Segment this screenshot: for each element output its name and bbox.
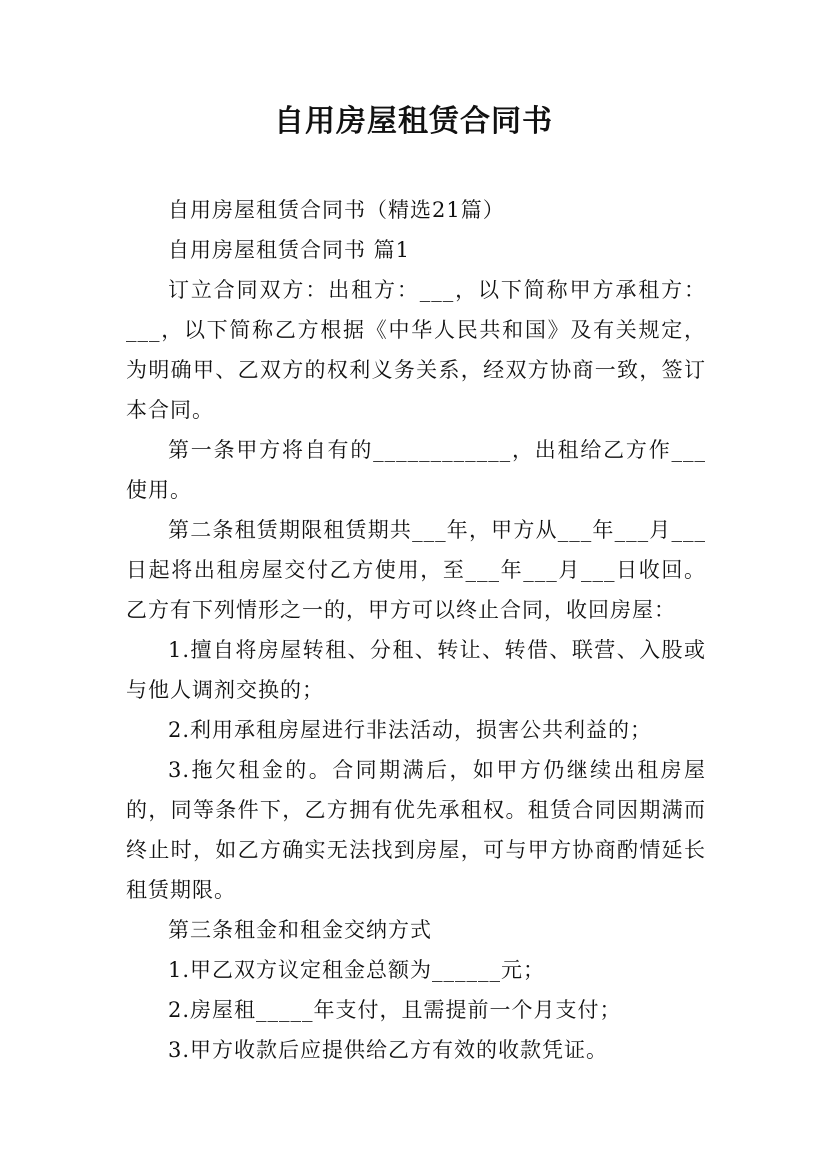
- paragraph-article-3: 第三条租金和租金交纳方式: [168, 918, 432, 942]
- list-item-rent-payment: 2.房屋租_____年支付，且需提前一个月支付；: [168, 998, 622, 1022]
- paragraph-article-1: 第一条甲方将自有的____________，出租给乙方作___使用。: [126, 438, 706, 502]
- document-body: [126, 190, 706, 1070]
- paragraph-article-2: 第二条租赁期限租赁期共___年，甲方从___年___月___日起将出租房屋交付乙方使用，至___年___月___日收回。乙方有下列情形之一的，甲方可以终止合同，收回房屋：: [126, 518, 706, 622]
- list-item-receipt: 3.甲方收款后应提供给乙方有效的收款凭证。: [168, 1038, 609, 1062]
- document-title: 自用房屋租赁合同书: [274, 104, 553, 139]
- list-item-sublet: 1.擅自将房屋转租、分租、转让、转借、联营、入股或与他人调剂交换的；: [126, 638, 706, 702]
- list-item-rent-total: 1.甲乙双方议定租金总额为______元；: [168, 958, 546, 982]
- list-item-illegal-use: 2.利用承租房屋进行非法活动，损害公共利益的；: [168, 718, 653, 742]
- paragraph-parties: 订立合同双方：出租方：___，以下简称甲方承租方：___，以下简称乙方根据《中华人民共和国》及有关规定，为明确甲、乙双方的权利义务关系，经双方协商一致，签订本合同。: [126, 278, 706, 422]
- section-heading: 自用房屋租赁合同书 篇1: [168, 238, 411, 262]
- document-subtitle: 自用房屋租赁合同书（精选21篇）: [168, 198, 505, 222]
- list-item-rent-arrears: 3.拖欠租金的。合同期满后，如甲方仍继续出租房屋的，同等条件下，乙方拥有优先承租权。租赁合同因期满而终止时，如乙方确实无法找到房屋，可与甲方协商酌情延长租赁期限。: [126, 758, 706, 902]
